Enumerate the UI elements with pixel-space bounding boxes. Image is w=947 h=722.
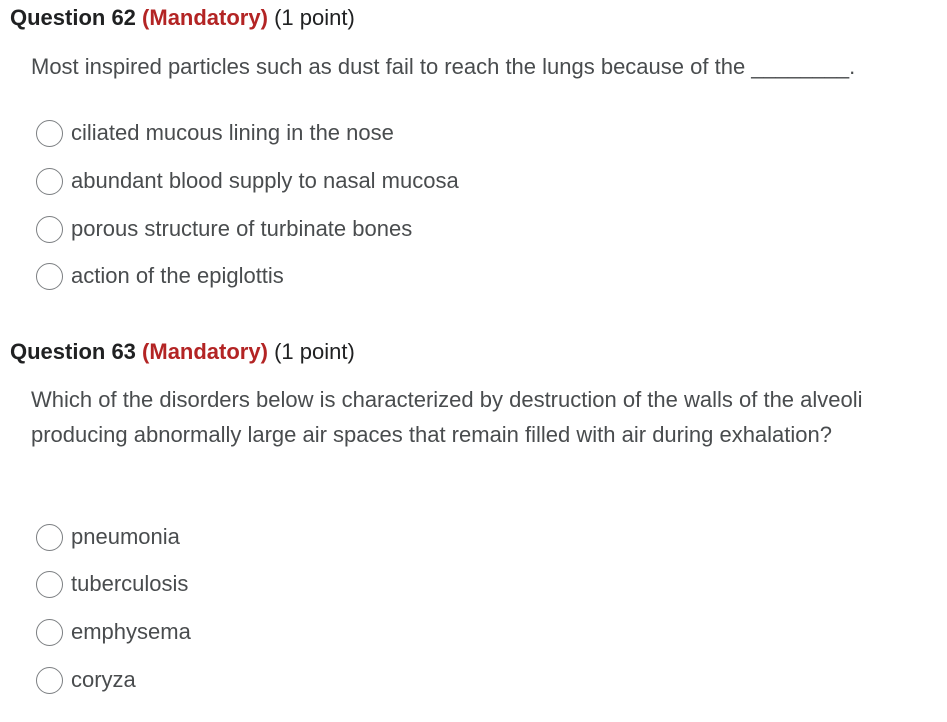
answer-choice[interactable] [36,166,459,196]
mandatory-label: (Mandatory) [142,5,268,30]
answer-choice[interactable] [36,665,136,695]
radio-button[interactable] [36,120,63,147]
answer-choice[interactable] [36,214,412,244]
choice-label: tuberculosis [71,571,189,596]
choice-label: abundant blood supply to nasal mucosa [71,168,459,193]
answer-choice[interactable] [36,522,180,552]
points-label: (1 point) [274,339,355,364]
mandatory-label: (Mandatory) [142,339,268,364]
choice-label: porous structure of turbinate bones [71,216,413,241]
answer-choice[interactable] [36,617,191,647]
answer-choice[interactable] [36,569,188,599]
question-title: Question 62 [10,5,136,30]
radio-button[interactable] [36,619,63,646]
choice-label: pneumonia [71,524,180,549]
radio-button[interactable] [36,571,63,598]
choice-label: action of the epiglottis [71,263,284,288]
question-title: Question 63 [10,339,136,364]
choice-label: emphysema [71,619,191,644]
choice-label: coryza [71,667,136,692]
answer-choice[interactable] [36,261,284,291]
points-label: (1 point) [274,5,355,30]
radio-button[interactable] [36,263,63,290]
question-text: Most inspired particles such as dust fail to reach the lungs because of the ________. [31,54,856,79]
answer-choice[interactable] [36,118,394,148]
radio-button[interactable] [36,524,63,551]
radio-button[interactable] [36,168,63,195]
choice-label: ciliated mucous lining in the nose [71,120,394,145]
question-header [10,4,355,32]
question-text: Which of the disorders below is characterized by destruction of the walls of the alveoli producing abnormally large air spaces that remain filled with air during exhalation? [31,387,863,447]
radio-button[interactable] [36,216,63,243]
question-header [10,338,355,366]
radio-button[interactable] [36,667,63,694]
